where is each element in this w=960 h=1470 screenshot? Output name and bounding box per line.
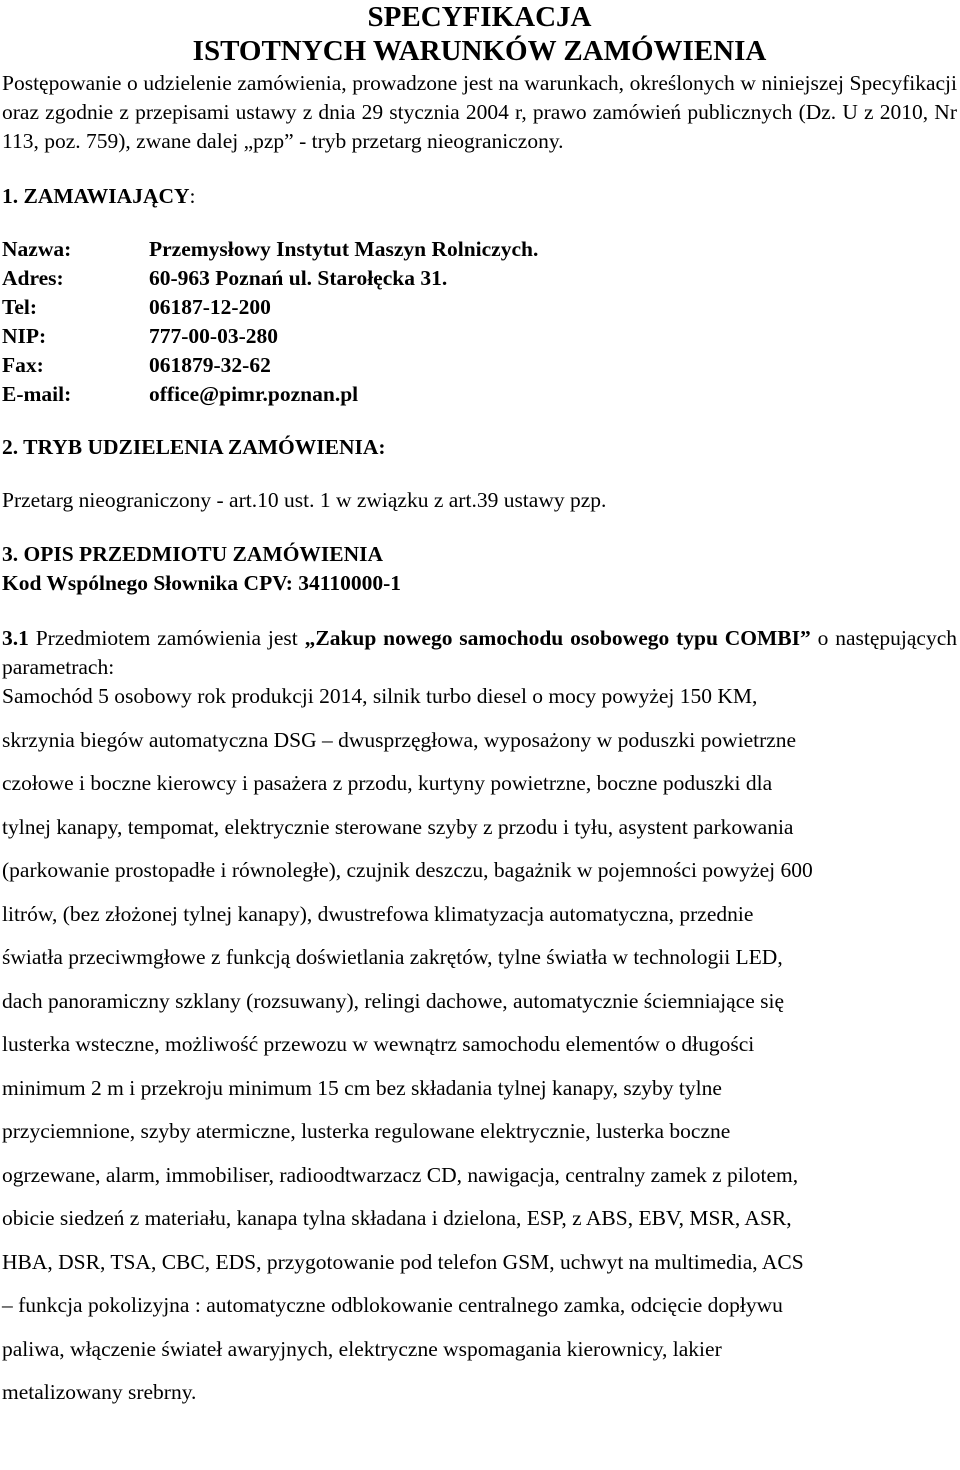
info-label: Nazwa: <box>2 237 72 261</box>
info-row <box>2 351 538 380</box>
spec-line: ogrzewane, alarm, immobiliser, radioodtwarzacz CD, nawigacja, centralny zamek z pilotem, <box>2 1162 799 1187</box>
cpv-code: Kod Wspólnego Słownika CPV: 34110000-1 <box>2 571 402 595</box>
title-line-2: ISTOTNYCH WARUNKÓW ZAMÓWIENIA <box>192 35 767 67</box>
item-3-1-suffix: o następujących parametrach: <box>2 626 957 679</box>
info-row <box>2 235 538 264</box>
section-3-heading: 3. OPIS PRZEDMIOTU ZAMÓWIENIA <box>2 542 384 566</box>
spec-line: Samochód 5 osobowy rok produkcji 2014, silnik turbo diesel o mocy powyżej 150 KM, <box>2 684 758 708</box>
info-value: 60-963 Poznań ul. Starołęcka 31. <box>149 266 448 290</box>
title-line-1: SPECYFIKACJA <box>367 1 592 33</box>
info-row <box>2 322 538 351</box>
spec-line: skrzynia biegów automatyczna DSG – dwusprzęgłowa, wyposażony w poduszki powietrzne <box>2 727 797 752</box>
info-row <box>2 293 538 322</box>
section-1-heading-colon: : <box>189 184 196 208</box>
info-label: Tel: <box>2 295 38 319</box>
info-label: E-mail: <box>2 382 72 406</box>
item-3-1-number: 3.1 <box>2 626 29 650</box>
info-value: 061879-32-62 <box>149 353 271 377</box>
contracting-authority-rows <box>2 235 538 409</box>
info-value: Przemysłowy Instytut Maszyn Rolniczych. <box>149 237 539 261</box>
info-row <box>2 264 538 293</box>
spec-line: paliwa, włączenie świateł awaryjnych, elektryczne wspomagania kierownicy, lakier <box>2 1336 722 1361</box>
document-title <box>2 0 957 68</box>
spec-line: minimum 2 m i przekroju minimum 15 cm bez składania tylnej kanapy, szyby tylne <box>2 1075 722 1100</box>
vehicle-specification <box>2 675 957 1415</box>
spec-line: dach panoramiczny szklany (rozsuwany), relingi dachowe, automatycznie ściemniające się <box>2 988 785 1013</box>
spec-line: czołowe i boczne kierowcy i pasażera z przodu, kurtyny powietrzne, boczne poduszki dla <box>2 771 773 795</box>
spec-line: obicie siedzeń z materiału, kanapa tylna składana i dzielona, ESP, z ABS, EBV, MSR, ASR, <box>2 1206 792 1230</box>
info-value: 777-00-03-280 <box>149 324 278 348</box>
section-2-heading: 2. TRYB UDZIELENIA ZAMÓWIENIA: <box>2 435 386 459</box>
spec-line: przyciemnione, szyby atermiczne, lusterka regulowane elektrycznie, lusterka boczne <box>2 1119 731 1143</box>
info-row <box>2 380 538 409</box>
item-3-1-subject: „Zakup nowego samochodu osobowego typu COMBI” <box>304 626 811 650</box>
info-label: NIP: <box>2 324 47 348</box>
info-value: 06187-12-200 <box>149 295 271 319</box>
spec-line: metalizowany srebrny. <box>2 1380 197 1404</box>
contracting-authority-table <box>2 235 538 409</box>
section-1-heading <box>2 182 957 211</box>
spec-line: tylnej kanapy, tempomat, elektrycznie sterowane szyby z przodu i tyłu, asystent parkowania <box>2 814 794 839</box>
item-3-1-intro <box>2 624 957 682</box>
spec-line: litrów, (bez złożonej tylnej kanapy), dwustrefowa klimatyzacja automatyczna, przednie <box>2 901 754 926</box>
item-3-1-prefix: Przedmiotem zamówienia jest <box>28 626 305 650</box>
spec-line: – funkcja pokolizyjna : automatyczne odblokowanie centralnego zamka, odcięcie dopływu <box>2 1293 783 1317</box>
section-1-heading-text: 1. ZAMAWIAJĄCY <box>2 184 190 208</box>
spec-line: (parkowanie prostopadłe i równoległe), czujnik deszczu, bagażnik w pojemności powyżej 600 <box>2 858 813 882</box>
section-2-text: Przetarg nieograniczony - art.10 ust. 1 w związku z art.39 ustawy pzp. <box>2 488 607 512</box>
intro-paragraph: Postępowanie o udzielenie zamówienia, prowadzone jest na warunkach, określonych w niniejszej Specyfikacji oraz zgodnie z przepisami ustawy z dnia 29 stycznia 2004 r, prawo zamówień publicznych (Dz. U z 2010, Nr 113, poz. 759), zwane dalej „pzp” - tryb przetarg nieograniczony. <box>2 71 957 153</box>
info-value: office@pimr.poznan.pl <box>149 382 359 406</box>
spec-line: światła przeciwmgłowe z funkcją doświetlania zakrętów, tylne światła w technologii LED, <box>2 945 783 969</box>
spec-line: lusterka wsteczne, możliwość przewozu w wewnątrz samochodu elementów o długości <box>2 1032 755 1056</box>
info-label: Fax: <box>2 353 44 377</box>
spec-line: HBA, DSR, TSA, CBC, EDS, przygotowanie pod telefon GSM, uchwyt na multimedia, ACS <box>2 1249 804 1274</box>
info-label: Adres: <box>2 266 64 290</box>
